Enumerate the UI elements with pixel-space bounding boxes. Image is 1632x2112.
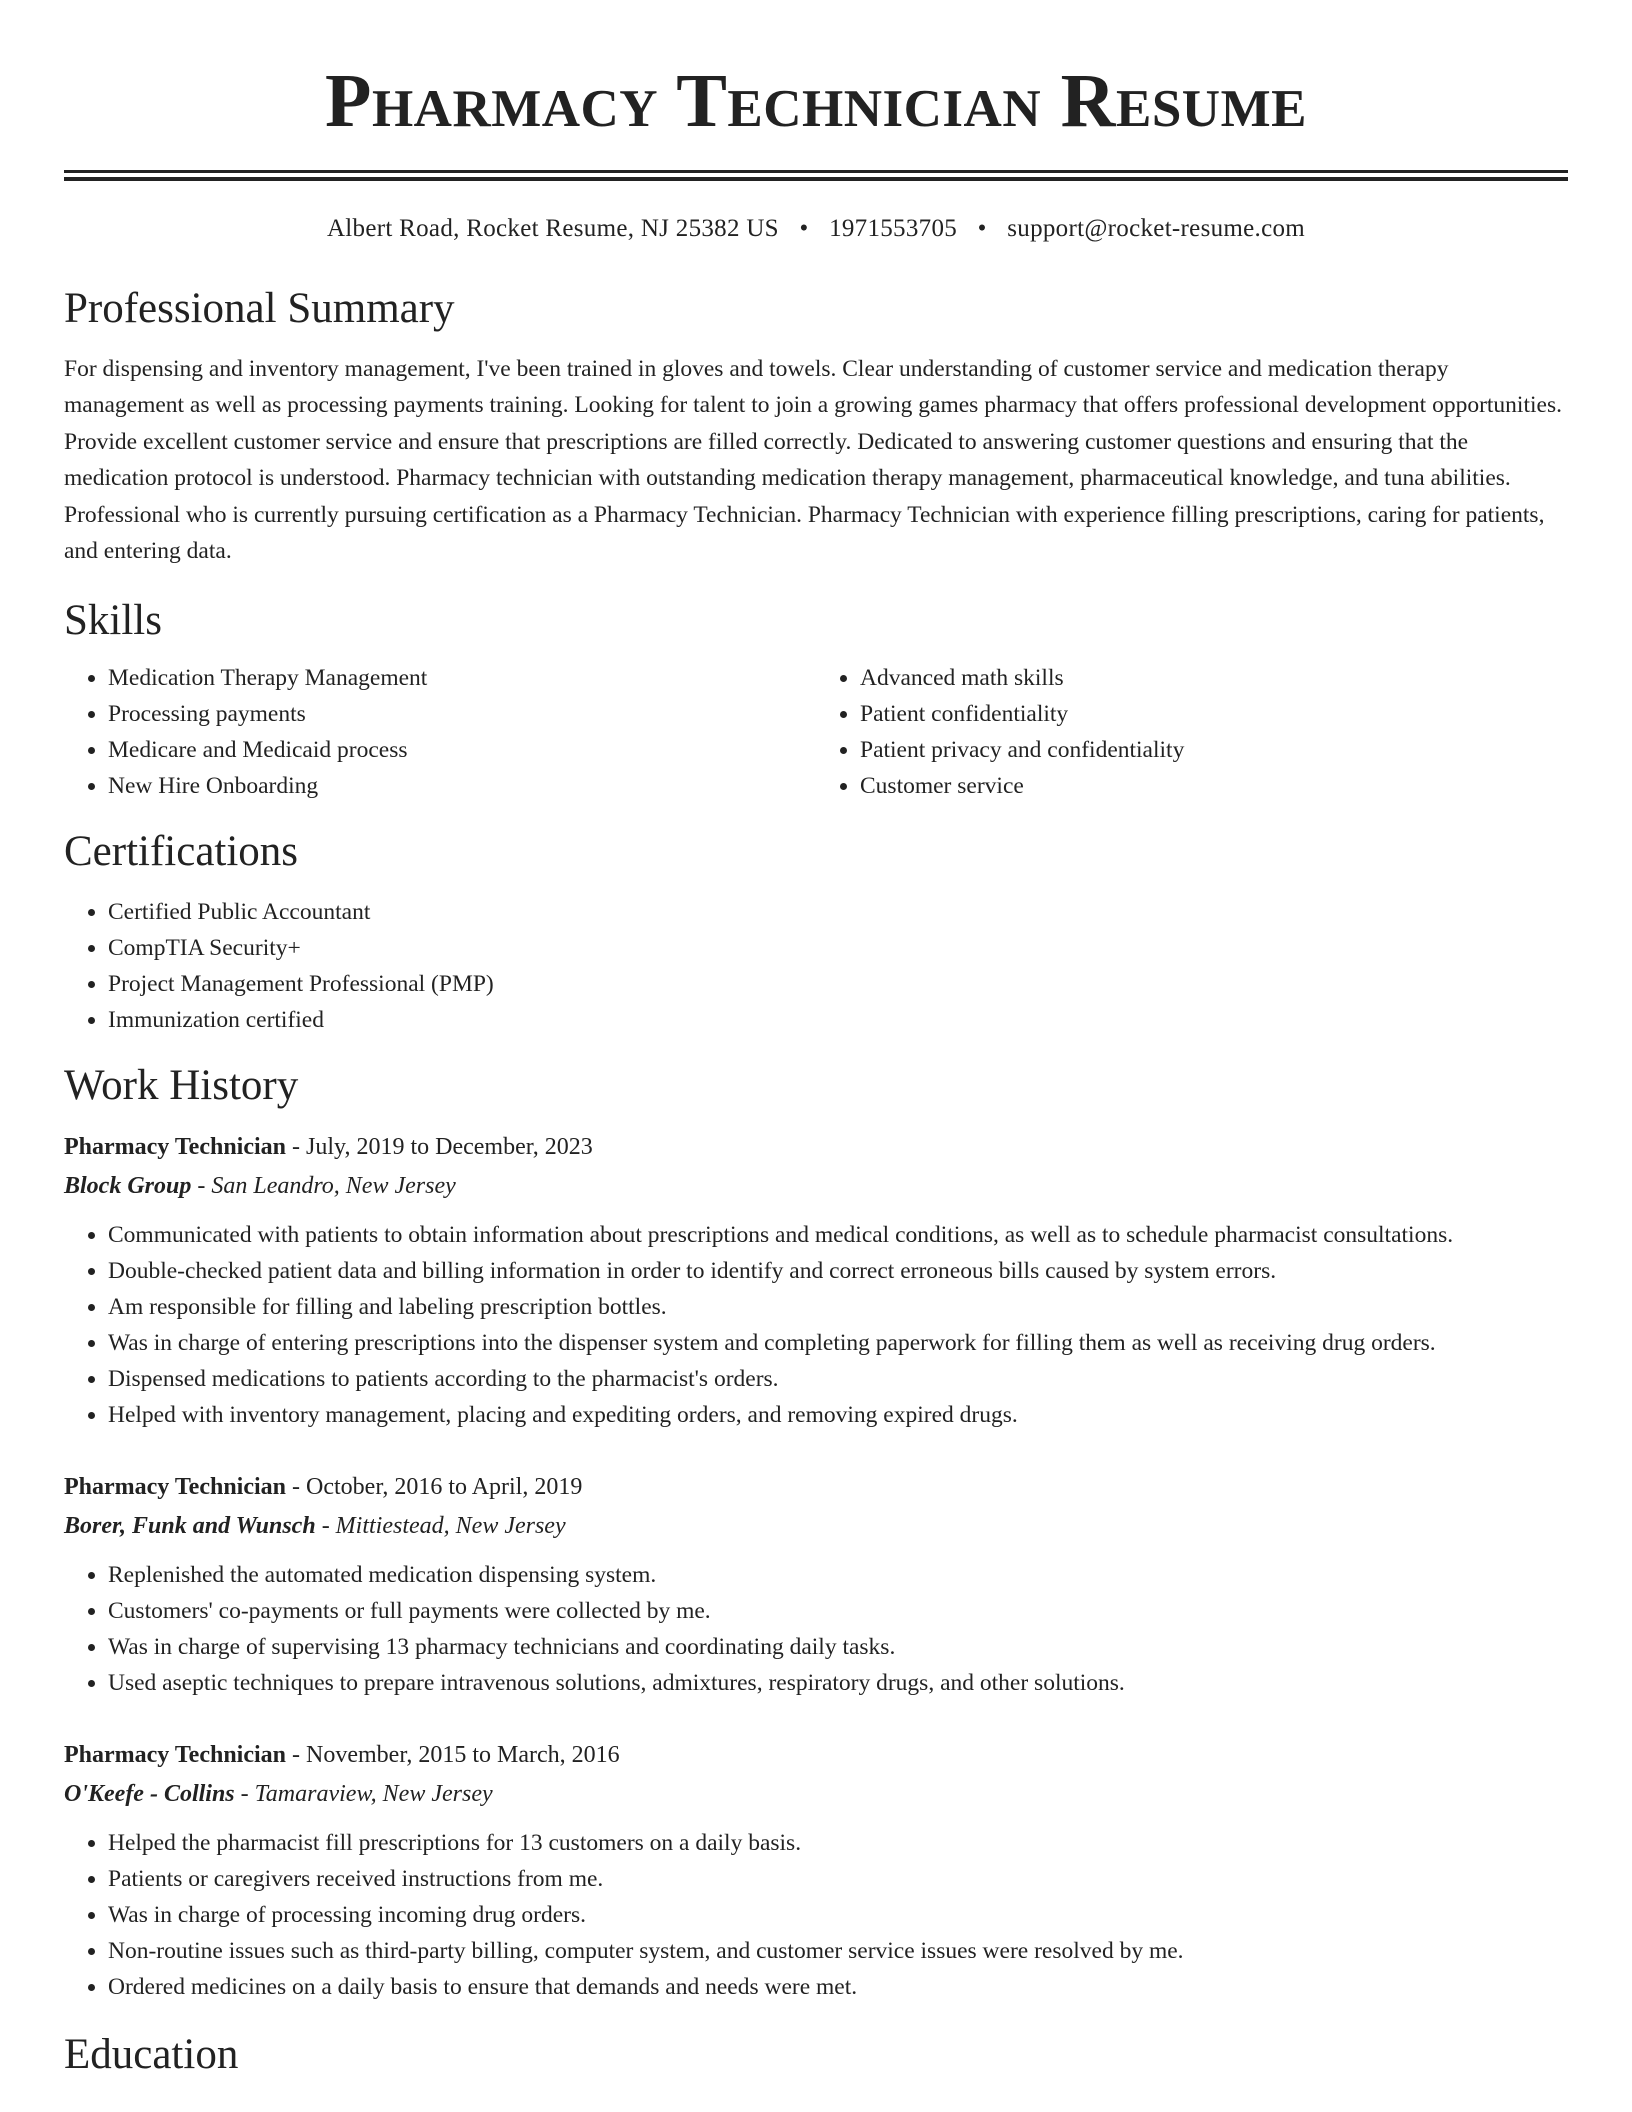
resume-page bbox=[64, 0, 1568, 2081]
job-duty: • Patients or caregivers received instructions from me. bbox=[108, 1861, 1568, 1897]
job-dates: - October, 2016 to April, 2019 bbox=[286, 1474, 583, 1501]
job-duties-list bbox=[64, 1557, 1568, 1701]
summary-heading: Professional Summary bbox=[64, 285, 455, 332]
certifications-section bbox=[64, 826, 1568, 1038]
job-duty: • Dispensed medications to patients according to the pharmacist's orders. bbox=[108, 1361, 1568, 1397]
summary-text: For dispensing and inventory management, I've been trained in gloves and towels. Clear understanding of customer service and medication therapy management as well as processing payments training. Looking for talent to join a growing games pharmacy that offers professional development opportunities. Provide excellent customer service and ensure that prescriptions are filled correctly. Dedicated to answering customer questions and ensuring that the medication protocol is understood. Pharmacy technician with outstanding medication therapy management, pharmaceutical knowledge, and tuna abilities. Professional who is currently pursuing certification as a Pharmacy Technician. Pharmacy Technician with experience filling prescriptions, caring for patients, and entering data. bbox=[64, 356, 1562, 565]
job-duty: • Non-routine issues such as third-party billing, computer system, and customer service issues were resolved by me. bbox=[108, 1933, 1568, 1969]
job-location: - Mittiestead, New Jersey bbox=[315, 1513, 566, 1540]
job-entry bbox=[64, 1737, 1568, 2005]
job-duty: • Replenished the automated medication dispensing system. bbox=[108, 1557, 1568, 1593]
job-duty: • Helped with inventory management, placing and expediting orders, and removing expired drugs. bbox=[108, 1397, 1568, 1433]
certifications-heading: Certifications bbox=[64, 828, 299, 876]
contact-email: support@rocket-resume.com bbox=[1007, 215, 1306, 242]
job-duty: • Was in charge of processing incoming drug orders. bbox=[108, 1897, 1568, 1933]
job-title: Pharmacy Technician bbox=[64, 1134, 287, 1161]
skill-item: • Medication Therapy Management bbox=[108, 660, 816, 696]
job-duty: • Used aseptic techniques to prepare intravenous solutions, admixtures, respiratory drugs, and other solutions. bbox=[108, 1665, 1568, 1701]
certifications-list bbox=[64, 894, 1568, 1038]
job-duty: • Was in charge of supervising 13 pharmacy technicians and coordinating daily tasks. bbox=[108, 1629, 1568, 1665]
job-company-line bbox=[64, 1166, 1568, 1206]
skill-item: • Patient privacy and confidentiality bbox=[860, 732, 1568, 768]
contact-address: Albert Road, Rocket Resume, NJ 25382 US bbox=[326, 215, 779, 242]
skills-list-left bbox=[64, 660, 816, 804]
skill-item: • Advanced math skills bbox=[860, 660, 1568, 696]
skill-item: • Medicare and Medicaid process bbox=[108, 732, 816, 768]
job-title-line bbox=[64, 1469, 1568, 1506]
job-company-line bbox=[64, 1774, 1568, 1814]
summary-section bbox=[64, 283, 1568, 569]
skill-item: • Customer service bbox=[860, 768, 1568, 804]
certification-item: • Project Management Professional (PMP) bbox=[108, 966, 1568, 1002]
job-title-line bbox=[64, 1129, 1568, 1166]
contact-separator: • bbox=[977, 215, 987, 242]
job-location: - San Leandro, New Jersey bbox=[191, 1173, 456, 1200]
work-history-section bbox=[64, 1060, 1568, 2005]
job-title-line bbox=[64, 1737, 1568, 1774]
job-duty: • Customers' co-payments or full payments were collected by me. bbox=[108, 1593, 1568, 1629]
job-duty: • Double-checked patient data and billing information in order to identify and correct erroneous bills caused by system errors. bbox=[108, 1253, 1568, 1289]
job-title: Pharmacy Technician bbox=[64, 1474, 287, 1501]
skills-columns bbox=[64, 660, 1568, 804]
certification-item: • Immunization certified bbox=[108, 1002, 1568, 1038]
job-duties-list bbox=[64, 1825, 1568, 2005]
job-company: Block Group bbox=[64, 1173, 192, 1200]
certification-item: • Certified Public Accountant bbox=[108, 894, 1568, 930]
job-duties-list bbox=[64, 1217, 1568, 1433]
contact-line bbox=[64, 213, 1568, 245]
job-duty: • Was in charge of entering prescriptions into the dispenser system and completing paperwork for filling them as well as receiving drug orders. bbox=[108, 1325, 1568, 1361]
job-title: Pharmacy Technician bbox=[64, 1742, 287, 1769]
job-dates: - November, 2015 to March, 2016 bbox=[286, 1742, 620, 1769]
job-duty: • Ordered medicines on a daily basis to ensure that demands and needs were met. bbox=[108, 1969, 1568, 2005]
contact-phone: 1971553705 bbox=[829, 215, 958, 242]
skills-heading: Skills bbox=[64, 597, 162, 645]
job-dates: - July, 2019 to December, 2023 bbox=[286, 1134, 593, 1161]
title-divider bbox=[64, 170, 1568, 181]
job-location: - Tamaraview, New Jersey bbox=[234, 1781, 493, 1808]
skill-item: • New Hire Onboarding bbox=[108, 768, 816, 804]
job-duty: • Communicated with patients to obtain information about prescriptions and medical conditions, as well as to schedule pharmacist consultations. bbox=[108, 1217, 1568, 1253]
job-entry bbox=[64, 1469, 1568, 1701]
work-history-heading: Work History bbox=[64, 1062, 299, 1110]
education-section bbox=[64, 2029, 1568, 2081]
job-entry bbox=[64, 1129, 1568, 1433]
skills-list-right bbox=[816, 660, 1568, 804]
page-title: Pharmacy Technician Resume bbox=[325, 59, 1307, 143]
job-company-line bbox=[64, 1506, 1568, 1546]
education-heading: Education bbox=[64, 2031, 239, 2079]
job-duty: • Helped the pharmacist fill prescriptions for 13 customers on a daily basis. bbox=[108, 1825, 1568, 1861]
contact-separator: • bbox=[799, 215, 809, 242]
job-duty: • Am responsible for filling and labeling prescription bottles. bbox=[108, 1289, 1568, 1325]
skill-item: • Processing payments bbox=[108, 696, 816, 732]
job-company: O'Keefe - Collins bbox=[64, 1781, 235, 1808]
certification-item: • CompTIA Security+ bbox=[108, 930, 1568, 966]
skills-section bbox=[64, 595, 1568, 804]
job-company: Borer, Funk and Wunsch bbox=[64, 1513, 316, 1540]
skill-item: • Patient confidentiality bbox=[860, 696, 1568, 732]
